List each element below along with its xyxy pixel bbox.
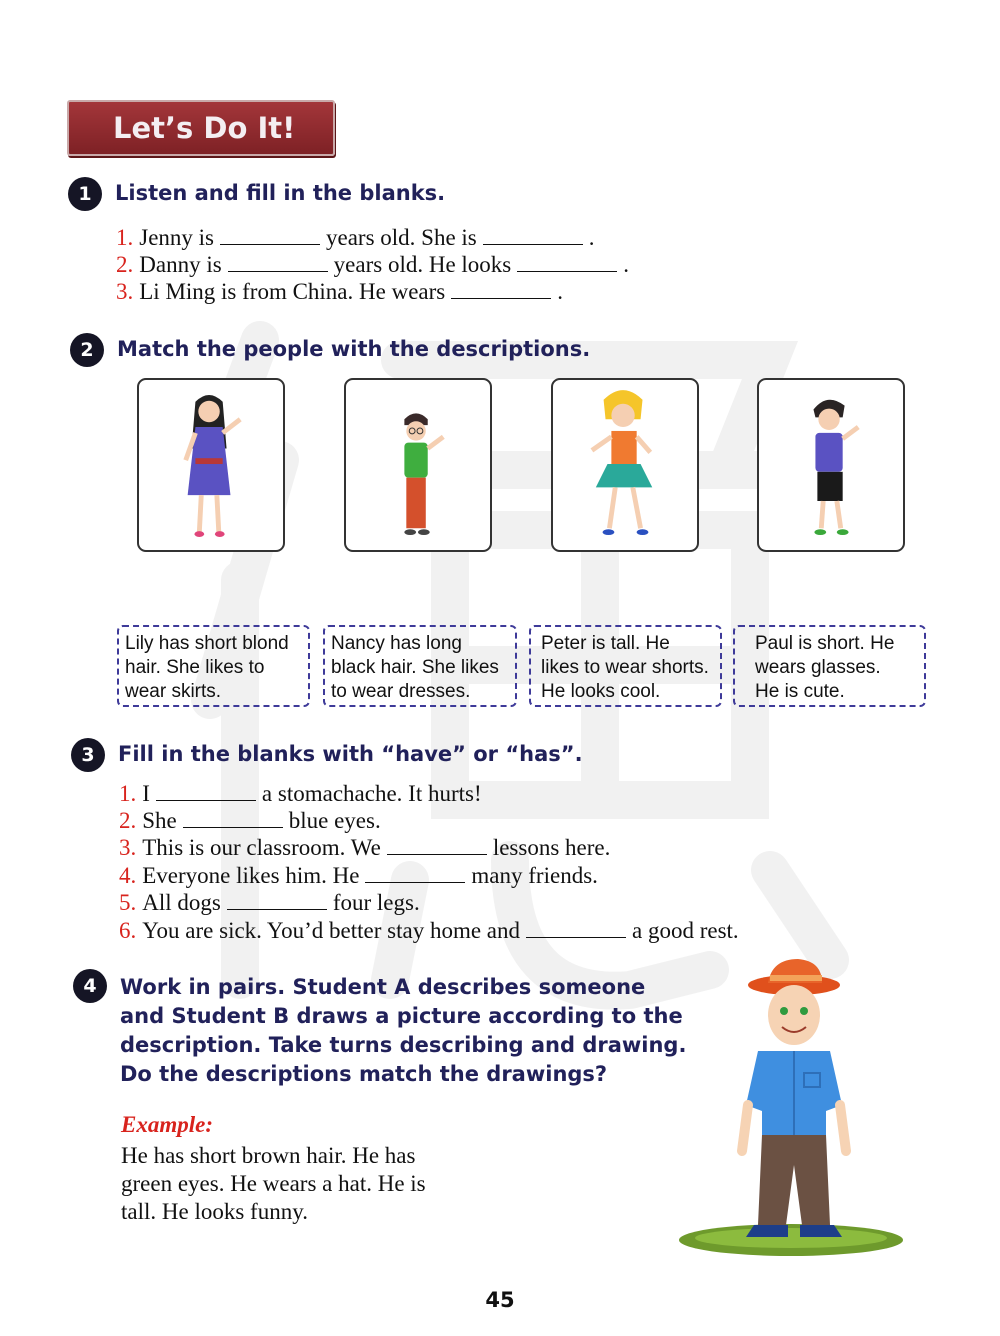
exercise-2-number: 2 bbox=[70, 333, 104, 367]
ex1-line-1-text-c: . bbox=[588, 225, 595, 250]
description-line: to wear dresses. bbox=[331, 681, 471, 702]
ex1-line-3-text-c: . bbox=[557, 279, 563, 304]
description-line: Paul is short. He bbox=[755, 633, 895, 654]
example-text bbox=[121, 1142, 481, 1226]
description-line: hair. She likes to bbox=[125, 657, 265, 678]
exercise-2-title: Match the people with the descriptions. bbox=[117, 337, 591, 361]
description-line: Peter is tall. He bbox=[541, 633, 670, 654]
answer-blank[interactable] bbox=[451, 280, 551, 299]
ex3-line-2 bbox=[119, 807, 381, 834]
answer-blank[interactable] bbox=[517, 253, 617, 272]
description-line: He is cute. bbox=[755, 681, 845, 702]
ex3-line-3-number: 3. bbox=[119, 835, 137, 860]
boy-glasses-illustration bbox=[346, 380, 490, 550]
boy-with-hat-illustration bbox=[676, 955, 906, 1260]
ex1-line-3-text-a: Li Ming is from China. He wears bbox=[139, 279, 446, 304]
exercise-4-title-line: Work in pairs. Student A describes someone bbox=[120, 975, 646, 999]
girl-dress-illustration bbox=[139, 380, 283, 550]
boy-shorts-illustration bbox=[759, 380, 903, 550]
example-line: green eyes. He wears a hat. He is bbox=[121, 1171, 426, 1196]
answer-blank[interactable] bbox=[387, 836, 487, 855]
answer-blank[interactable] bbox=[156, 782, 256, 801]
answer-blank[interactable] bbox=[483, 226, 583, 245]
page-number: 45 bbox=[485, 1288, 515, 1312]
exercise-4-number: 4 bbox=[73, 969, 107, 1003]
picture-girl-long-hair[interactable] bbox=[137, 378, 285, 552]
description-card-paul[interactable] bbox=[733, 625, 926, 707]
description-line: black hair. She likes bbox=[331, 657, 499, 678]
ex3-line-1-text-b: a stomachache. It hurts! bbox=[261, 781, 482, 806]
exercise-1-number: 1 bbox=[68, 177, 102, 211]
ex3-line-1-text-a: I bbox=[142, 781, 150, 806]
description-line: wear skirts. bbox=[125, 681, 222, 702]
example-line: tall. He looks funny. bbox=[121, 1199, 308, 1224]
ex3-line-1 bbox=[119, 780, 482, 807]
description-card-peter[interactable] bbox=[529, 625, 722, 707]
ex3-line-2-number: 2. bbox=[119, 808, 137, 833]
exercise-4-title-line: description. Take turns describing and drawing. bbox=[120, 1033, 687, 1057]
ex3-line-1-number: 1. bbox=[119, 781, 137, 806]
ex3-line-4-number: 4. bbox=[119, 863, 137, 888]
ex1-line-1-number: 1. bbox=[116, 225, 134, 250]
answer-blank[interactable] bbox=[227, 891, 327, 910]
ex3-line-6-number: 6. bbox=[119, 918, 137, 943]
ex1-line-1-text-b: years old. She is bbox=[326, 225, 477, 250]
answer-blank[interactable] bbox=[526, 919, 626, 938]
description-line: Lily has short blond bbox=[125, 633, 289, 654]
ex3-line-3-text-a: This is our classroom. We bbox=[142, 835, 381, 860]
ex1-line-2-text-c: . bbox=[623, 252, 629, 277]
girl-skirt-illustration bbox=[553, 380, 697, 550]
description-card-lily[interactable] bbox=[117, 625, 310, 707]
ex3-line-6 bbox=[119, 917, 739, 944]
description-line: wears glasses. bbox=[755, 657, 881, 678]
exercise-4-title-line: and Student B draws a picture according to the bbox=[120, 1004, 683, 1028]
ex3-line-4-text-a: Everyone likes him. He bbox=[142, 863, 360, 888]
ex3-line-5-number: 5. bbox=[119, 890, 137, 915]
picture-boy-glasses[interactable] bbox=[344, 378, 492, 552]
ex3-line-5-text-b: four legs. bbox=[332, 890, 420, 915]
ex3-line-6-text-a: You are sick. You’d better stay home and bbox=[142, 918, 521, 943]
ex3-line-4 bbox=[119, 862, 598, 889]
answer-blank[interactable] bbox=[183, 809, 283, 828]
ex1-line-2-text-b: years old. He looks bbox=[333, 252, 512, 277]
description-line: likes to wear shorts. bbox=[541, 657, 709, 678]
answer-blank[interactable] bbox=[365, 864, 465, 883]
ex3-line-3 bbox=[119, 834, 610, 861]
exercise-3-title: Fill in the blanks with “have” or “has”. bbox=[118, 742, 583, 766]
ex3-line-3-text-b: lessons here. bbox=[492, 835, 611, 860]
ex1-line-2-number: 2. bbox=[116, 252, 134, 277]
answer-blank[interactable] bbox=[228, 253, 328, 272]
ex3-line-2-text-b: blue eyes. bbox=[288, 808, 381, 833]
description-line: Nancy has long bbox=[331, 633, 462, 654]
example-label: Example: bbox=[121, 1112, 213, 1137]
ex3-line-6-text-b: a good rest. bbox=[632, 918, 739, 943]
description-card-nancy[interactable] bbox=[323, 625, 517, 707]
picture-boy-shorts[interactable] bbox=[757, 378, 905, 552]
exercise-1-title: Listen and fill in the blanks. bbox=[115, 181, 446, 205]
ex3-line-5 bbox=[119, 889, 420, 916]
ex1-line-1 bbox=[116, 224, 595, 251]
ex3-line-2-text-a: She bbox=[142, 808, 177, 833]
answer-blank[interactable] bbox=[220, 226, 320, 245]
ex3-line-5-text-a: All dogs bbox=[142, 890, 221, 915]
ex1-line-3 bbox=[116, 278, 563, 305]
example-line: He has short brown hair. He has bbox=[121, 1143, 416, 1168]
ex3-line-4-text-b: many friends. bbox=[471, 863, 598, 888]
description-line: He looks cool. bbox=[541, 681, 661, 702]
exercise-4-title-line: Do the descriptions match the drawings? bbox=[120, 1062, 608, 1086]
ex1-line-1-text-a: Jenny is bbox=[139, 225, 214, 250]
exercise-4-title bbox=[120, 973, 686, 1089]
ex1-line-2-text-a: Danny is bbox=[139, 252, 222, 277]
exercise-3-number: 3 bbox=[71, 738, 105, 772]
lets-do-it-banner: Let’s Do It! bbox=[67, 100, 335, 156]
picture-girl-blond[interactable] bbox=[551, 378, 699, 552]
ex1-line-2 bbox=[116, 251, 629, 278]
ex1-line-3-number: 3. bbox=[116, 279, 134, 304]
